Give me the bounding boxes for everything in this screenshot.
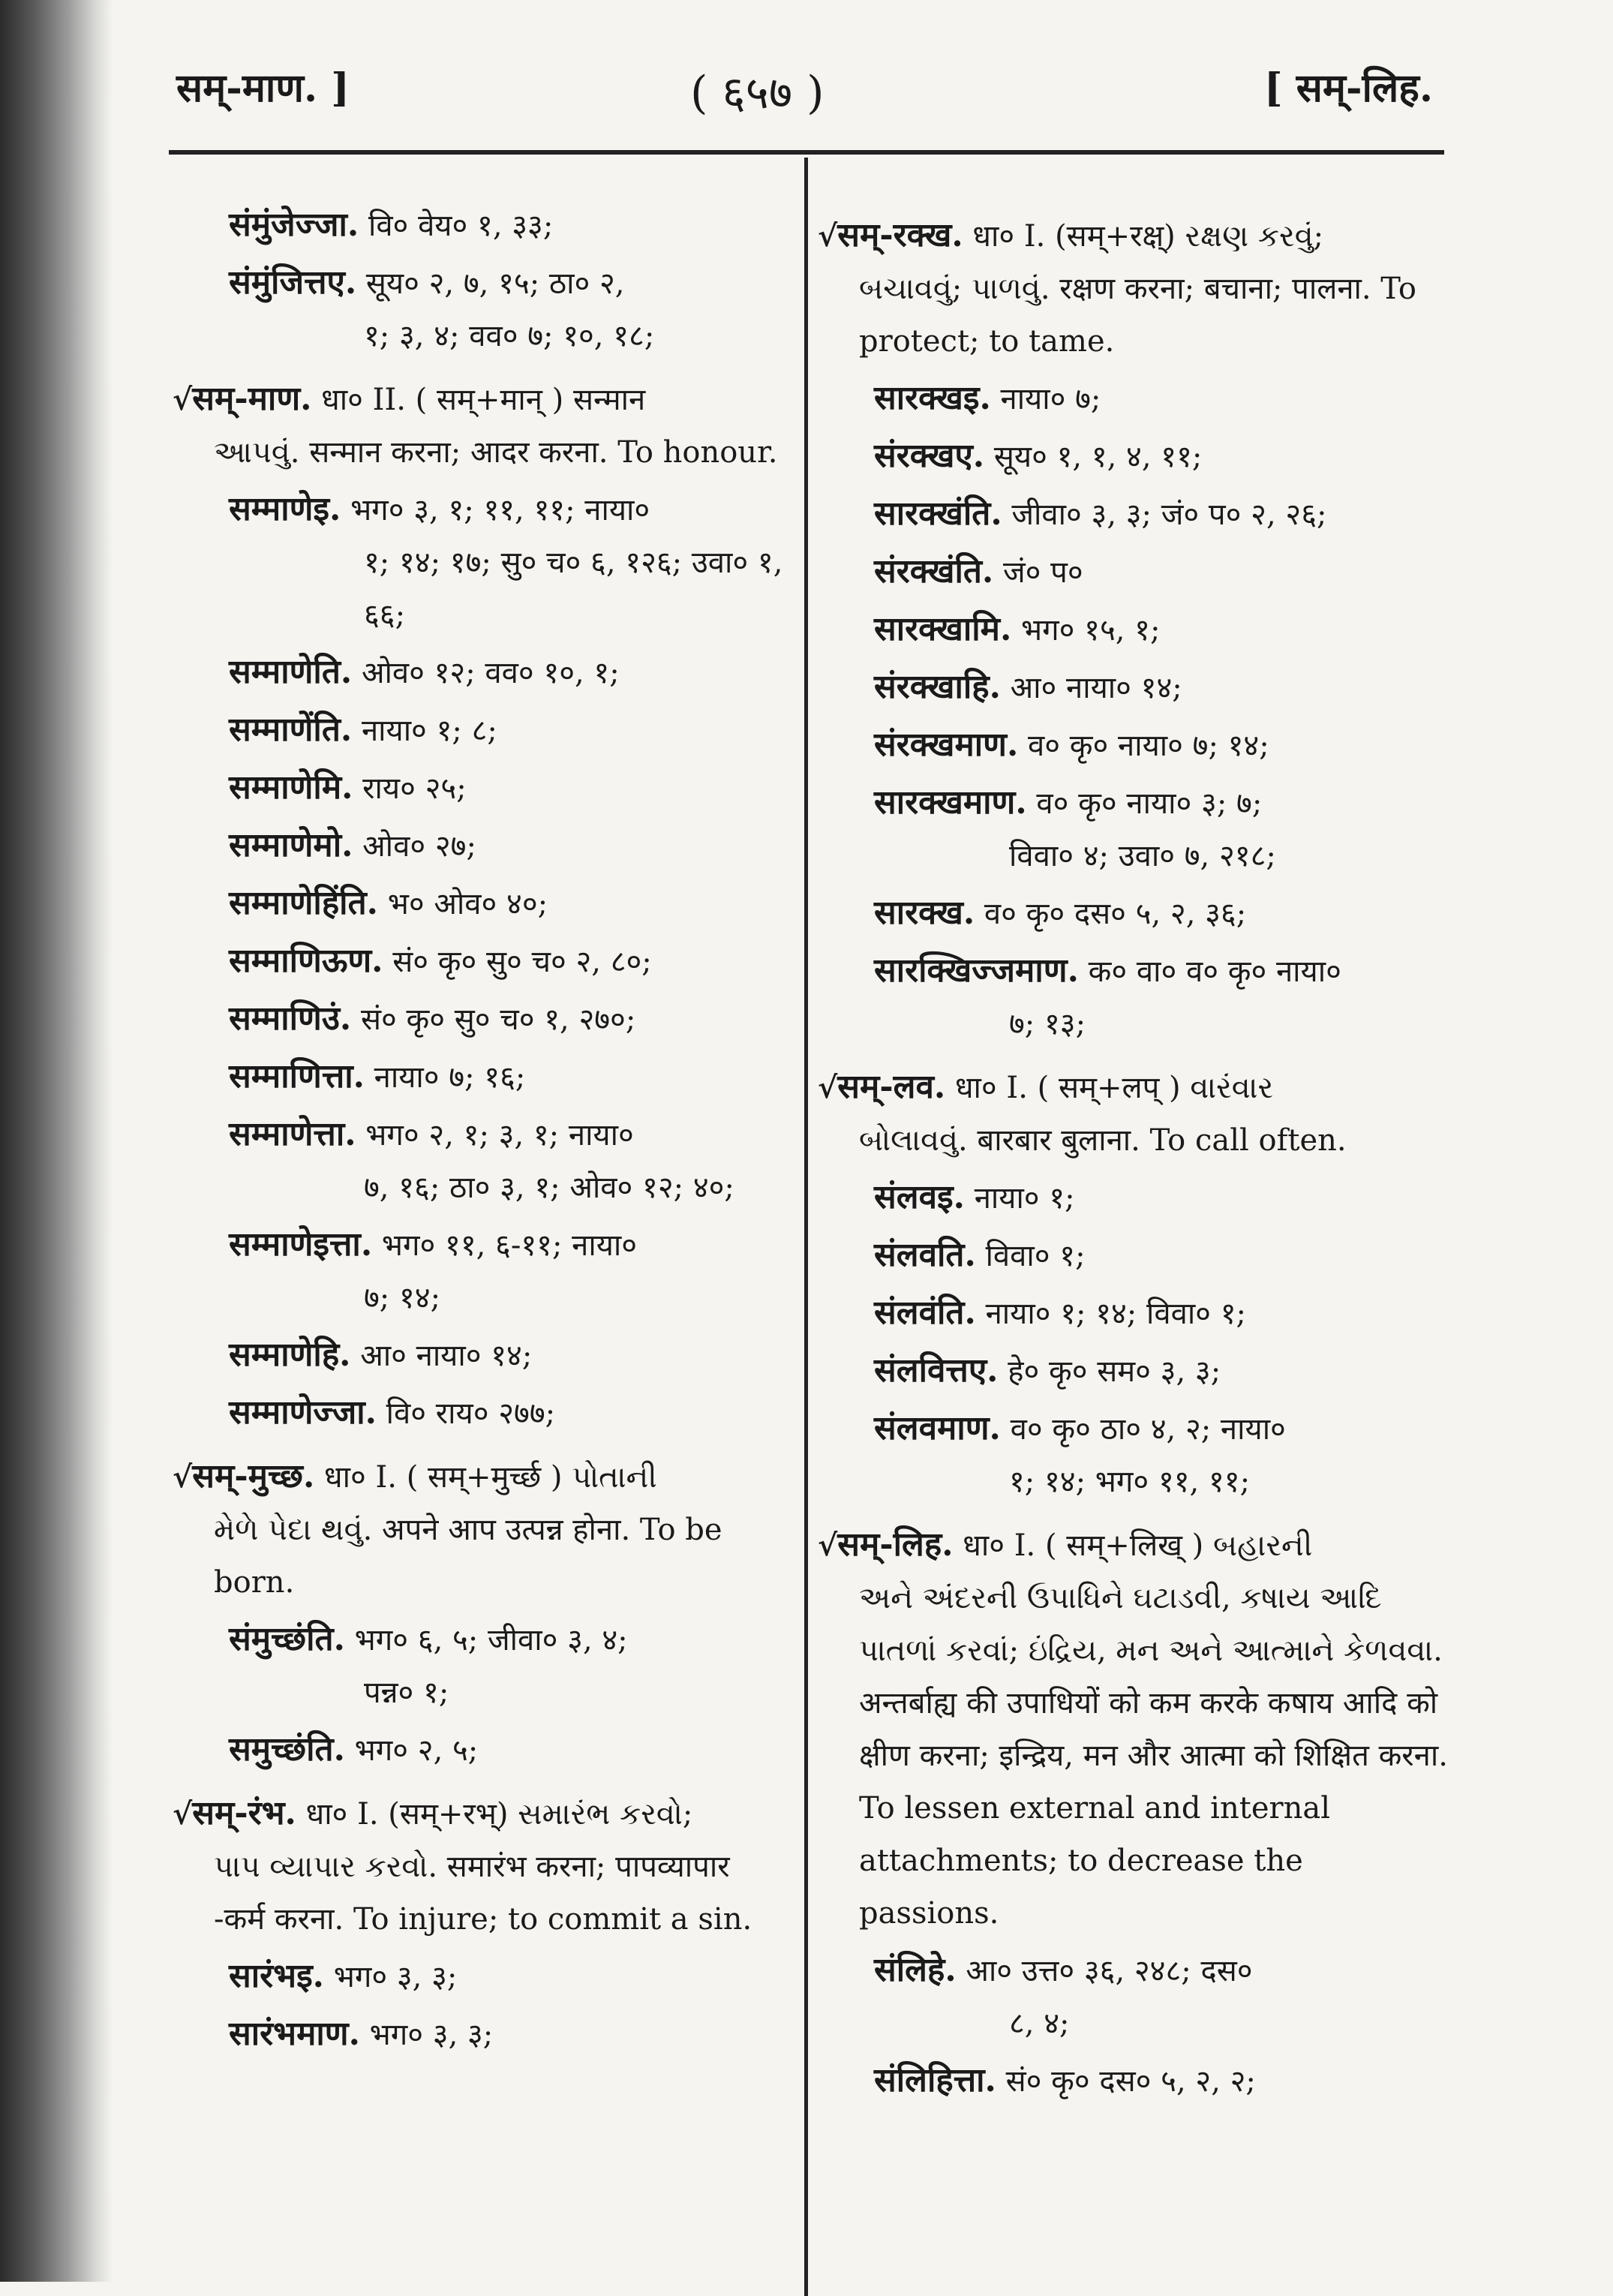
form-reference-continued: १; ३, ४; वव० ७; १०, १८;	[364, 319, 655, 353]
dictionary-form-entry	[173, 1329, 788, 1382]
headword-definition: મેળે પેદા થવું. अपने आप उत्पन्न होना. To be born.	[214, 1513, 722, 1600]
form-reference: हे० कृ० सम० ३, ३;	[1008, 1354, 1221, 1389]
form-reference: नाया० ७;	[1000, 382, 1101, 416]
form-reference: भग० ६, ५; जीवा० ३, ४;	[354, 1623, 628, 1657]
dictionary-form-entry	[818, 603, 1448, 657]
form-word: सम्माणेमो.	[229, 826, 353, 864]
form-reference: भग० १५, १;	[1021, 613, 1161, 648]
form-reference: सं० कृ० सु० च० १, २७०;	[360, 1002, 636, 1037]
form-word: सारक्खिज्जमाण.	[874, 951, 1079, 990]
form-reference: नाया० १; १४; विवा० १;	[985, 1297, 1246, 1331]
form-word: सम्माणित्ता.	[229, 1057, 365, 1095]
form-word: सारंभमाण.	[229, 2015, 360, 2053]
form-reference: भग० ३, १; ११, ११; नाया०	[350, 493, 650, 527]
dictionary-form-entry	[173, 1724, 788, 1777]
form-word: संरक्खाहि.	[874, 668, 1001, 706]
form-word: सारक्खंति.	[874, 494, 1002, 533]
headword-grammar: धा० I. ( सम्+मुर्च्छ ) પોતાની	[324, 1460, 657, 1495]
form-word: समुच्छंति.	[229, 1730, 345, 1769]
form-reference-continued: ७; १३;	[1009, 1007, 1086, 1041]
headword-definition: અને અંદરની ઉપાધિને ઘટાડવી, કષાય આદિ પાતળાં કરવાં; ઇંદ્રિય, મન અને આત્માને કેળવવા. अन्तर्बाह्य की उपाधियों को कम करके कषाय आदि को क्षीण करना; इन्द्रिय, मन और आत्मा को शिक्षित करना. To lessen external and internal attachments; to decrease the passions.	[859, 1581, 1448, 1931]
dictionary-form-entry	[173, 877, 788, 930]
root-check-mark: √	[173, 382, 193, 417]
form-reference: विवा० १;	[985, 1239, 1086, 1273]
form-reference: सं० कृ० सु० च० २, ८०;	[392, 945, 652, 979]
headword: सम्-मुच्छ.	[192, 1457, 315, 1495]
headword-grammar: धा० I. (सम्+रक्ष्) રક્ષણ કરવું;	[972, 219, 1324, 254]
headword-definition: બોલાવવું. बारबार बुलाना. To call often.	[859, 1123, 1347, 1158]
dictionary-form-entry	[173, 1108, 788, 1214]
form-word: संमुच्छंति.	[229, 1620, 345, 1658]
dictionary-form-entry	[818, 545, 1448, 599]
form-word: सम्माणेज्जा.	[229, 1393, 377, 1432]
form-word: सारंभइ.	[229, 1957, 324, 1995]
dictionary-form-entry	[818, 1345, 1448, 1398]
dictionary-form-entry	[818, 488, 1448, 541]
dictionary-form-entry	[173, 1050, 788, 1104]
form-reference: भग० ३, ३;	[369, 2018, 494, 2052]
headword: सम्-रंभ.	[192, 1794, 296, 1832]
form-word: सारक्ख.	[874, 894, 975, 932]
form-reference: व० कृ० नाया० ३; ७;	[1036, 786, 1263, 821]
headword-grammar: धा० I. ( सम्+लप् ) વારંવાર	[954, 1071, 1274, 1105]
dictionary-headword-entry	[173, 1787, 788, 1946]
form-word: सम्माणेहि.	[229, 1336, 351, 1374]
dictionary-form-entry	[818, 1402, 1448, 1508]
form-word: संलिहे.	[874, 1951, 957, 1989]
dictionary-form-entry	[818, 1171, 1448, 1225]
header-right-guide: [ सम्-लिह.	[1264, 65, 1433, 111]
form-word: संलवइ.	[874, 1178, 965, 1216]
form-reference: वि० राय० २७७;	[386, 1396, 556, 1431]
dictionary-form-entry	[173, 646, 788, 699]
dictionary-form-entry	[173, 762, 788, 815]
form-reference: भ० ओव० ४०;	[387, 887, 548, 921]
dictionary-form-entry	[818, 430, 1448, 483]
form-reference-continued: पन्न० १;	[364, 1675, 449, 1710]
form-reference: भग० ११, ६-११; नाया०	[381, 1228, 638, 1263]
form-reference: व० कृ० दस० ५, २, ३६;	[984, 897, 1247, 931]
form-reference: व० कृ० ठा० ४, २; नाया०	[1010, 1412, 1286, 1447]
form-word: सम्माणेहिंति.	[229, 884, 378, 922]
dictionary-form-entry	[818, 2054, 1448, 2108]
dictionary-form-entry	[173, 1219, 788, 1324]
headword: सम्-माण.	[192, 380, 312, 418]
form-reference: आ० नाया० १४;	[360, 1339, 533, 1373]
form-reference: आ० उत्त० ३६, २४८; दस०	[966, 1954, 1253, 1988]
form-reference-continued: विवा० ४; उवा० ७, २१८;	[1009, 839, 1276, 873]
dictionary-form-entry	[173, 1387, 788, 1440]
column-divider	[804, 158, 808, 2296]
header-left-guide: सम्-माण. ]	[176, 65, 350, 111]
dictionary-form-entry	[173, 483, 788, 642]
headword: सम्-लव.	[837, 1068, 946, 1106]
form-reference: राय० २५;	[362, 771, 467, 806]
dictionary-headword-entry	[818, 1061, 1448, 1167]
form-reference: नाया० १;	[974, 1181, 1075, 1216]
headword-definition: આપવું. सन्मान करना; आदर करना. To honour.	[214, 435, 778, 470]
dictionary-headword-entry	[173, 373, 788, 479]
form-word: सम्माणेइ.	[229, 490, 341, 528]
dictionary-form-entry	[173, 1950, 788, 2003]
root-check-mark: √	[173, 1796, 193, 1832]
root-check-mark: √	[818, 1070, 838, 1105]
form-reference-continued: १; १४; भग० ११, ११;	[1009, 1465, 1251, 1499]
dictionary-form-entry	[818, 719, 1448, 772]
headword-definition: પાપ વ્યાપાર કરવો. समारंभ करना; पापव्यापार -कर्म करना. To injure; to commit a sin.	[214, 1850, 752, 1937]
form-word: संलिहित्ता.	[874, 2061, 996, 2099]
form-word: सारक्खामि.	[874, 610, 1012, 648]
dictionary-form-entry	[818, 1229, 1448, 1282]
form-reference-continued: ७, १६; ठा० ३, १; ओव० १२; ४०;	[364, 1171, 734, 1205]
dictionary-form-entry	[173, 257, 788, 362]
book-binding-shadow	[0, 0, 113, 2282]
dictionary-headword-entry	[818, 1519, 1448, 1940]
dictionary-form-entry	[173, 1613, 788, 1719]
page-number: ( ६५७ )	[690, 67, 825, 119]
dictionary-form-entry	[173, 935, 788, 988]
root-check-mark: √	[818, 218, 838, 254]
form-reference: ओव० २७;	[362, 829, 476, 864]
form-word: संलवित्तए.	[874, 1351, 999, 1390]
dictionary-form-entry	[818, 661, 1448, 714]
form-reference: ओव० १२; वव० १०, १;	[361, 656, 620, 690]
dictionary-form-entry	[173, 2008, 788, 2061]
form-reference: सूय० २, ७, १५; ठा० २,	[365, 266, 625, 301]
left-column	[173, 199, 788, 2066]
form-word: संलवमाण.	[874, 1409, 1001, 1447]
form-reference-continued: ७; १४;	[364, 1281, 441, 1315]
headword-definition: બચાવવું; પાળવું. रक्षण करना; बचाना; पालना. To protect; to tame.	[859, 272, 1416, 359]
form-word: संमुंजित्तए.	[229, 263, 357, 302]
dictionary-form-entry	[173, 704, 788, 757]
form-word: सारक्खमाण.	[874, 783, 1027, 822]
root-check-mark: √	[818, 1528, 838, 1563]
headword: सम्-रक्ख.	[837, 216, 963, 254]
form-reference: सं० कृ० दस० ५, २, २;	[1005, 2064, 1256, 2099]
form-reference: सूय० १, १, ४, ११;	[993, 440, 1203, 474]
form-word: सम्माणेत्ता.	[229, 1115, 356, 1153]
dictionary-form-entry	[818, 372, 1448, 425]
form-reference: नाया० १; ८;	[361, 714, 497, 748]
form-word: संरक्खमाण.	[874, 726, 1019, 764]
form-word: सम्माणेमि.	[229, 768, 353, 807]
form-reference: आ० नाया० १४;	[1010, 671, 1182, 705]
headword-grammar: धा० I. (सम्+रभ्) સમારંભ કરવો;	[305, 1797, 693, 1832]
form-word: संरक्खए.	[874, 437, 985, 475]
form-word: सम्माणेइत्ता.	[229, 1225, 373, 1264]
dictionary-headword-entry	[818, 209, 1448, 368]
headword-grammar: धा० I. ( सम्+लिख् ) બહારની	[963, 1528, 1313, 1563]
dictionary-form-entry	[818, 1944, 1448, 2050]
form-reference: भग० २, ५;	[354, 1733, 479, 1768]
form-reference: क० वा० व० कृ० नाया०	[1088, 954, 1341, 989]
form-reference: व० कृ० नाया० ७; १४;	[1028, 729, 1269, 763]
form-reference: जीवा० ३, ३; जं० प० २, २६;	[1011, 497, 1327, 532]
form-reference-continued: १; १४; १७; सु० च० ६, १२६; उवा० १, ६६;	[364, 545, 783, 633]
headword-grammar: धा० II. ( सम्+मान् ) सन्मान	[321, 383, 646, 417]
form-word: संलवति.	[874, 1236, 976, 1274]
form-reference: भग० २, १; ३, १; नाया०	[365, 1118, 634, 1153]
dictionary-form-entry	[173, 993, 788, 1046]
form-word: सारक्खइ.	[874, 379, 991, 417]
dictionary-form-entry	[818, 777, 1448, 882]
form-reference-continued: ८, ४;	[1009, 2006, 1070, 2041]
form-word: सम्माणिऊण.	[229, 942, 383, 980]
dictionary-form-entry	[818, 1287, 1448, 1340]
dictionary-headword-entry	[173, 1450, 788, 1609]
form-reference: भग० ३, ३;	[333, 1960, 458, 1994]
form-word: सम्माणिउं.	[229, 999, 352, 1038]
form-word: संरक्खंति.	[874, 552, 994, 591]
dictionary-form-entry	[173, 199, 788, 252]
form-word: सम्माणेति.	[229, 653, 353, 691]
form-reference: जं० प०	[1002, 555, 1083, 590]
dictionary-form-entry	[818, 945, 1448, 1050]
dictionary-form-entry	[818, 887, 1448, 940]
dictionary-form-entry	[173, 819, 788, 873]
form-word: संमुंजेज्जा.	[229, 206, 359, 244]
header-rule	[169, 150, 1444, 155]
form-word: सम्माणेंति.	[229, 711, 353, 749]
right-column	[818, 199, 1448, 2112]
form-word: संलवंति.	[874, 1294, 976, 1332]
form-reference: वि० वेय० १, ३३;	[368, 209, 554, 243]
root-check-mark: √	[173, 1459, 193, 1495]
headword: सम्-लिह.	[837, 1525, 954, 1564]
form-reference: नाया० ७; १६;	[374, 1060, 526, 1095]
